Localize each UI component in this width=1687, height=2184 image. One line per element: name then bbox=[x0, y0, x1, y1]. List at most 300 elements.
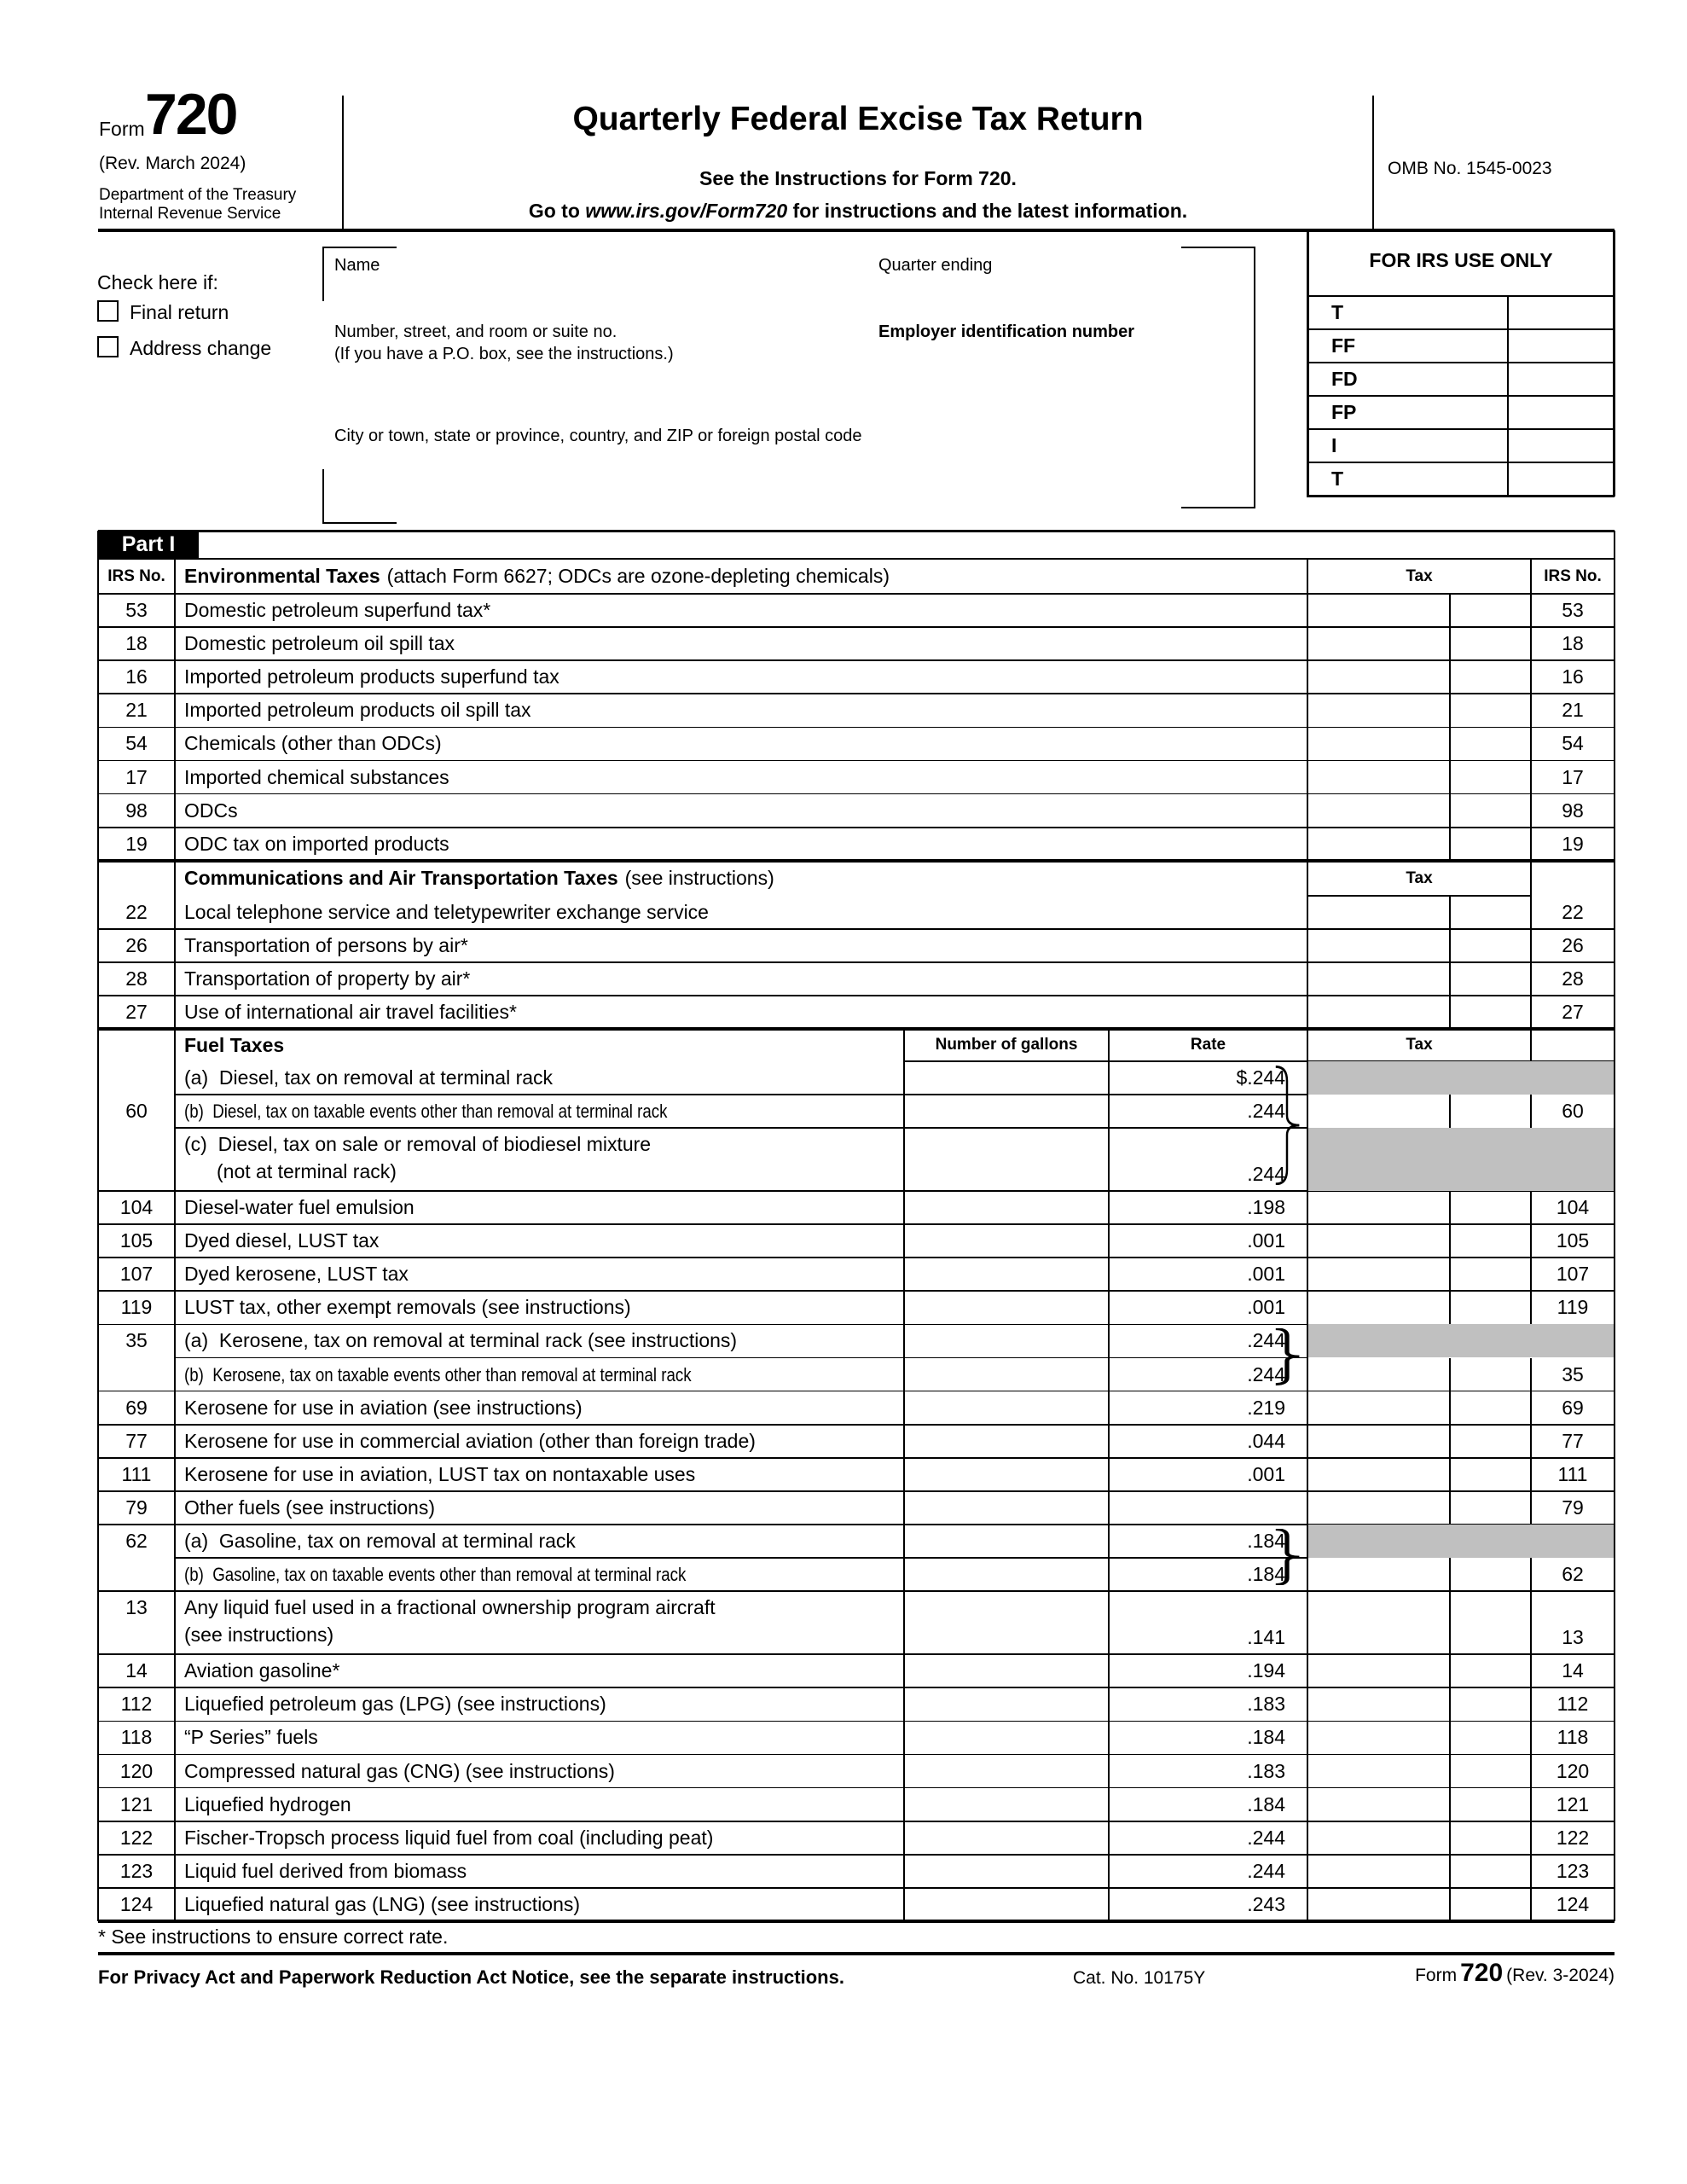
irs-no-right-124: 124 bbox=[1556, 1892, 1590, 1915]
tax-cell-119[interactable] bbox=[1309, 1292, 1529, 1322]
row-desc-60a: (a) Diesel, tax on removal at terminal rack bbox=[184, 1066, 554, 1089]
group-brace-62 bbox=[1272, 1529, 1302, 1589]
irs-no-left-122: 122 bbox=[119, 1826, 154, 1849]
irs-col-divider bbox=[174, 559, 176, 1921]
irs-box-row-value-cell bbox=[1508, 296, 1615, 329]
tax-cents-divider bbox=[1449, 660, 1451, 694]
rate-value-14: .194 bbox=[1247, 1659, 1285, 1682]
irs-no-right-112: 112 bbox=[1557, 1693, 1589, 1716]
tax-cents-divider bbox=[1449, 929, 1451, 962]
tax-cell-18[interactable] bbox=[1309, 629, 1529, 659]
row-desc-118: “P Series” fuels bbox=[184, 1726, 318, 1749]
group-brace-60 bbox=[1272, 1066, 1302, 1189]
tax-cents-divider bbox=[1449, 1755, 1451, 1788]
rate-value-118: .184 bbox=[1247, 1726, 1285, 1749]
quarter-ending-label: Quarter ending bbox=[878, 256, 993, 275]
section-end-rule bbox=[98, 1920, 1615, 1923]
irs-no-right-19: 19 bbox=[1562, 832, 1584, 855]
irs-no-left-19: 19 bbox=[125, 832, 148, 855]
irs-box-column-divider bbox=[1507, 296, 1509, 495]
irs-no-left-111: 111 bbox=[121, 1462, 152, 1485]
shaded-tax-cell-62a bbox=[1307, 1525, 1615, 1558]
tax-cents-divider bbox=[1449, 1687, 1451, 1721]
tax-cell-79[interactable] bbox=[1309, 1493, 1529, 1523]
rate-value-60a: $.244 bbox=[1236, 1066, 1285, 1089]
irs-no-left-119: 119 bbox=[120, 1296, 153, 1319]
section-title-note: (see instructions) bbox=[624, 866, 774, 889]
street-label: Number, street, and room or suite no. bbox=[334, 322, 617, 341]
street-note: (If you have a P.O. box, see the instructions.) bbox=[334, 345, 674, 363]
tax-cell-22[interactable] bbox=[1309, 897, 1529, 927]
comm-tax-header-rule bbox=[1307, 895, 1531, 897]
rate-value-122: .244 bbox=[1247, 1826, 1285, 1849]
irs-box-row-label-t-5: T bbox=[1331, 468, 1344, 490]
row-desc-19: ODC tax on imported products bbox=[184, 832, 449, 855]
omb-number: OMB No. 1545-0023 bbox=[1388, 159, 1552, 178]
irs-no-right-22: 22 bbox=[1562, 900, 1584, 923]
gallons-cell-13[interactable] bbox=[906, 1593, 1107, 1653]
shaded-tax-cell-35a bbox=[1307, 1324, 1615, 1357]
gallons-cell-111[interactable] bbox=[906, 1460, 1107, 1490]
tax-cell-62b[interactable] bbox=[1309, 1560, 1529, 1589]
tax-cents-divider bbox=[1449, 1558, 1451, 1591]
irs-no-right-119: 119 bbox=[1557, 1296, 1589, 1319]
tax-cell-118[interactable] bbox=[1309, 1722, 1529, 1752]
row-desc-122: Fischer-Tropsch process liquid fuel from coal (including peat) bbox=[184, 1826, 714, 1849]
irs-no-left-53: 53 bbox=[125, 599, 148, 621]
tax-cents-divider bbox=[1449, 1654, 1451, 1687]
irs-no-right-121: 121 bbox=[1556, 1792, 1590, 1815]
irs-no-right-120: 120 bbox=[1556, 1759, 1590, 1782]
address-change-label: Address change bbox=[130, 337, 272, 359]
row-desc-123: Liquid fuel derived from biomass bbox=[184, 1859, 467, 1882]
row-desc-16: Imported petroleum products superfund tax bbox=[184, 665, 559, 688]
tax-cell-120[interactable] bbox=[1309, 1757, 1529, 1786]
irs-no-left-62a: 62 bbox=[125, 1530, 148, 1552]
irs-no-right-123: 123 bbox=[1556, 1859, 1590, 1882]
irs-no-right-53: 53 bbox=[1562, 599, 1584, 621]
footer-form-number: 720 bbox=[1460, 1959, 1504, 1987]
quarter-ending-input[interactable] bbox=[878, 276, 1237, 317]
gallons-cell-105[interactable] bbox=[906, 1226, 1107, 1256]
tax-cents-divider bbox=[1449, 627, 1451, 660]
tax-cell-123[interactable] bbox=[1309, 1856, 1529, 1886]
rate-value-107: .001 bbox=[1247, 1263, 1285, 1286]
irs-box-row-label-t-0: T bbox=[1331, 301, 1344, 323]
rate-value-124: .243 bbox=[1247, 1892, 1285, 1915]
rate-value-119: .001 bbox=[1247, 1296, 1285, 1319]
irs-no-right-27: 27 bbox=[1562, 1000, 1584, 1023]
irs-no-right-21: 21 bbox=[1562, 699, 1584, 722]
gallons-cell-77[interactable] bbox=[906, 1426, 1107, 1456]
irs-no-left-112: 112 bbox=[120, 1693, 153, 1716]
rate-value-60b: .244 bbox=[1247, 1099, 1285, 1122]
group-brace-35 bbox=[1272, 1328, 1302, 1389]
row-desc-27: Use of international air travel facilities* bbox=[184, 1000, 517, 1023]
irs-no-right-104: 104 bbox=[1556, 1196, 1590, 1218]
tax-cell-53[interactable] bbox=[1309, 595, 1529, 625]
irs-box-row-label-fp-3: FP bbox=[1331, 401, 1357, 423]
section-title-environmental bbox=[184, 559, 890, 594]
irs-no-left-16: 16 bbox=[125, 665, 148, 688]
gallons-cell-123[interactable] bbox=[906, 1856, 1107, 1886]
row-desc-60c: (c) Diesel, tax on sale or removal of biodiesel mixture bbox=[184, 1133, 652, 1155]
row-desc-121: Liquefied hydrogen bbox=[184, 1792, 351, 1815]
col-header-rate: Rate bbox=[1190, 1035, 1226, 1054]
gallons-col-divider bbox=[903, 1029, 905, 1921]
tax-cents-divider bbox=[1449, 694, 1451, 727]
row-desc-104: Diesel-water fuel emulsion bbox=[184, 1196, 415, 1218]
row-rule bbox=[98, 793, 1615, 795]
irs-no-left-104: 104 bbox=[119, 1196, 154, 1218]
name-input[interactable] bbox=[334, 276, 863, 317]
rate-value-35b: .244 bbox=[1247, 1362, 1285, 1385]
goto-url: www.irs.gov/Form720 bbox=[585, 200, 788, 222]
tax-cents-divider bbox=[1449, 1358, 1451, 1391]
rate-value-62a: .184 bbox=[1247, 1530, 1285, 1552]
section-title-text: Fuel Taxes bbox=[184, 1033, 285, 1056]
table-right-border bbox=[1614, 531, 1616, 1921]
col-header-irs-no-left: IRS No. bbox=[107, 567, 165, 585]
city-input[interactable] bbox=[334, 449, 1238, 508]
irs-no-left-77: 77 bbox=[125, 1429, 148, 1452]
irs-no-right-111: 111 bbox=[1557, 1462, 1588, 1485]
table-left-border bbox=[97, 531, 100, 1921]
rate-value-121: .184 bbox=[1247, 1792, 1285, 1815]
gallons-cell-62a[interactable] bbox=[906, 1526, 1107, 1556]
tax-cell-14[interactable] bbox=[1309, 1656, 1529, 1686]
street-input[interactable] bbox=[334, 367, 863, 418]
row-desc-18: Domestic petroleum oil spill tax bbox=[184, 632, 455, 655]
section-title-note: (attach Form 6627; ODCs are ozone-depleting chemicals) bbox=[386, 565, 890, 587]
tax-cell-124[interactable] bbox=[1309, 1890, 1529, 1920]
gallons-cell-122[interactable] bbox=[906, 1823, 1107, 1853]
gallons-cell-35b[interactable] bbox=[906, 1360, 1107, 1390]
irs-box-row-value-cell bbox=[1508, 396, 1615, 429]
irs-no-left-13: 13 bbox=[125, 1596, 148, 1619]
row-desc-14: Aviation gasoline* bbox=[184, 1659, 340, 1682]
gallons-cell-60c[interactable] bbox=[906, 1130, 1107, 1189]
tax-cents-divider bbox=[1449, 1458, 1451, 1491]
header-tax-right-divider bbox=[1530, 861, 1532, 896]
irs-no-left-98: 98 bbox=[125, 799, 148, 822]
irs-no-right-16: 16 bbox=[1562, 665, 1584, 688]
check-here-label: Check here if: bbox=[97, 271, 218, 293]
rate-value-104: .198 bbox=[1247, 1196, 1285, 1218]
page-subtitle: See the Instructions for Form 720. bbox=[699, 167, 1017, 189]
page-title: Quarterly Federal Excise Tax Return bbox=[572, 101, 1144, 137]
irs-no-right-77: 77 bbox=[1562, 1429, 1584, 1452]
section-title-text: Environmental Taxes bbox=[184, 565, 380, 587]
form-revision: (Rev. March 2024) bbox=[99, 154, 246, 173]
dept-line-2: Internal Revenue Service bbox=[99, 205, 281, 223]
name-label: Name bbox=[334, 256, 380, 275]
irs-no-right-18: 18 bbox=[1562, 632, 1584, 655]
tax-cell-60b[interactable] bbox=[1309, 1096, 1529, 1126]
header-tax-right-divider bbox=[1530, 1029, 1532, 1061]
section-title-communications bbox=[184, 861, 774, 896]
irs-no-left-79: 79 bbox=[125, 1496, 148, 1519]
irs-no-left-21: 21 bbox=[125, 699, 148, 722]
irs-no-right-54: 54 bbox=[1562, 732, 1584, 755]
col-header-tax-fuel: Tax bbox=[1406, 1035, 1433, 1054]
section-title-text: Communications and Air Transportation Taxes bbox=[184, 866, 618, 889]
irs-no-right-107: 107 bbox=[1556, 1263, 1590, 1286]
gallons-cell-107[interactable] bbox=[906, 1259, 1107, 1289]
goto-suffix: for instructions and the latest information. bbox=[787, 200, 1188, 222]
tax-cell-121[interactable] bbox=[1309, 1790, 1529, 1820]
row-desc-77: Kerosene for use in commercial aviation (other than foreign trade) bbox=[184, 1429, 756, 1452]
gallons-cell-124[interactable] bbox=[906, 1890, 1107, 1920]
row-desc-120: Compressed natural gas (CNG) (see instructions) bbox=[184, 1759, 615, 1782]
rate-value-120: .183 bbox=[1247, 1759, 1285, 1782]
irs-no-left-17: 17 bbox=[125, 765, 148, 788]
tax-cents-divider bbox=[1449, 996, 1451, 1029]
tax-cents-divider bbox=[1449, 896, 1451, 929]
row-desc-28: Transportation of property by air* bbox=[184, 967, 471, 990]
tax-cents-divider bbox=[1449, 761, 1451, 794]
tax-cents-divider bbox=[1449, 1425, 1451, 1458]
goto-prefix: Go to bbox=[528, 200, 586, 222]
rate-value-60c: .244 bbox=[1247, 1162, 1285, 1185]
irs-box-row-value-cell bbox=[1508, 363, 1615, 396]
tax-cell-19[interactable] bbox=[1309, 829, 1529, 859]
tax-cell-104[interactable] bbox=[1309, 1193, 1529, 1223]
gallons-cell-120[interactable] bbox=[906, 1757, 1107, 1786]
header-rule bbox=[98, 229, 1615, 232]
irs-no-left-14: 14 bbox=[125, 1659, 148, 1682]
table-top-rule bbox=[98, 530, 1615, 532]
row-desc-60b: (b) Diesel, tax on taxable events other than removal at terminal rack bbox=[184, 1100, 668, 1122]
final-return-label: Final return bbox=[130, 301, 229, 323]
tax-col-divider bbox=[1307, 559, 1308, 1921]
row-desc-62b: (b) Gasoline, tax on taxable events other than removal at terminal rack bbox=[184, 1564, 687, 1586]
tax-cell-122[interactable] bbox=[1309, 1823, 1529, 1853]
part1-tab: Part I bbox=[98, 531, 199, 559]
tax-cell-26[interactable] bbox=[1309, 931, 1529, 961]
tax-cents-divider bbox=[1449, 1888, 1451, 1921]
tax-cents-divider bbox=[1449, 594, 1451, 627]
row-desc-111: Kerosene for use in aviation, LUST tax on nontaxable uses bbox=[184, 1462, 696, 1485]
irs-no-right-79: 79 bbox=[1562, 1496, 1584, 1519]
row-desc-62a: (a) Gasoline, tax on removal at terminal rack bbox=[184, 1530, 576, 1552]
gallons-cell-62b[interactable] bbox=[906, 1560, 1107, 1589]
shaded-tax-cell-60a bbox=[1307, 1061, 1615, 1095]
address-change-checkbox[interactable] bbox=[97, 336, 119, 357]
irs-no-left-26: 26 bbox=[125, 933, 148, 956]
row-desc-98: ODCs bbox=[184, 799, 238, 822]
tax-cents-divider bbox=[1449, 1855, 1451, 1888]
ein-input[interactable] bbox=[878, 345, 1237, 396]
tax-cents-divider bbox=[1449, 727, 1451, 760]
irs-no-right-60b: 60 bbox=[1562, 1099, 1584, 1122]
city-label: City or town, state or province, country, and ZIP or foreign postal code bbox=[334, 427, 862, 445]
tax-cents-divider bbox=[1449, 962, 1451, 996]
gallons-cell-35a[interactable] bbox=[906, 1326, 1107, 1356]
col-header-gallons: Number of gallons bbox=[935, 1035, 1078, 1054]
rate-value-112: .183 bbox=[1247, 1693, 1285, 1716]
irs-no-left-118: 118 bbox=[120, 1726, 153, 1749]
irs-no-right-13: 13 bbox=[1562, 1626, 1584, 1649]
irs-no-left-60b: 60 bbox=[125, 1099, 148, 1122]
col-header-tax-communications: Tax bbox=[1406, 868, 1433, 887]
row-desc-112: Liquefied petroleum gas (LPG) (see instructions) bbox=[184, 1693, 606, 1716]
row-desc-107: Dyed kerosene, LUST tax bbox=[184, 1263, 409, 1286]
row-desc-17: Imported chemical substances bbox=[184, 765, 449, 788]
row-desc2-60c: (not at terminal rack) bbox=[217, 1160, 397, 1182]
tax-cents-divider bbox=[1449, 1391, 1451, 1425]
row-desc-35b: (b) Kerosene, tax on taxable events other than removal at terminal rack bbox=[184, 1363, 692, 1385]
rate-value-62b: .184 bbox=[1247, 1563, 1285, 1586]
rate-value-35a: .244 bbox=[1247, 1329, 1285, 1352]
tax-cents-divider bbox=[1449, 1258, 1451, 1291]
row-desc-21: Imported petroleum products oil spill tax bbox=[184, 699, 531, 722]
irs-no-right-98: 98 bbox=[1562, 799, 1584, 822]
tax-cents-divider bbox=[1449, 1721, 1451, 1754]
row-desc-35a: (a) Kerosene, tax on removal at terminal rack (see instructions) bbox=[184, 1329, 738, 1352]
row-desc-79: Other fuels (see instructions) bbox=[184, 1496, 436, 1519]
row-desc-22: Local telephone service and teletypewriter exchange service bbox=[184, 900, 709, 923]
privacy-notice: For Privacy Act and Paperwork Reduction Act Notice, see the separate instructions. bbox=[98, 1966, 844, 1988]
irs-no-left-121: 121 bbox=[119, 1792, 154, 1815]
rate-value-105: .001 bbox=[1247, 1229, 1285, 1252]
irs-box-row-value-cell bbox=[1508, 329, 1615, 363]
tax-cell-111[interactable] bbox=[1309, 1460, 1529, 1490]
tax-cell-27[interactable] bbox=[1309, 997, 1529, 1027]
rate-value-69: .219 bbox=[1247, 1396, 1285, 1419]
footer-form-id bbox=[1415, 1959, 1615, 1988]
irs-no-left-105: 105 bbox=[119, 1229, 154, 1252]
col-header-irs-no-right: IRS No. bbox=[1544, 567, 1602, 585]
row-desc-54: Chemicals (other than ODCs) bbox=[184, 732, 442, 755]
goto-line bbox=[343, 200, 1373, 223]
rate-value-77: .044 bbox=[1247, 1429, 1285, 1452]
footnote-rule bbox=[98, 1952, 1615, 1955]
final-return-checkbox[interactable] bbox=[97, 300, 119, 322]
dept-line-1: Department of the Treasury bbox=[99, 186, 297, 204]
row-desc-13: Any liquid fuel used in a fractional ownership program aircraft bbox=[184, 1596, 716, 1619]
irs-no-right-26: 26 bbox=[1562, 933, 1584, 956]
irs-box-row-label-ff-1: FF bbox=[1331, 334, 1356, 357]
row-desc2-13: (see instructions) bbox=[184, 1623, 334, 1647]
tax-cell-105[interactable] bbox=[1309, 1226, 1529, 1256]
tax-cell-35b[interactable] bbox=[1309, 1360, 1529, 1390]
irs-no-right-28: 28 bbox=[1562, 967, 1584, 990]
rate-col-divider bbox=[1108, 1029, 1110, 1921]
gallons-cell-121[interactable] bbox=[906, 1790, 1107, 1820]
tax-cents-divider bbox=[1449, 1788, 1451, 1821]
irs-no-left-120: 120 bbox=[119, 1759, 154, 1782]
row-desc-105: Dyed diesel, LUST tax bbox=[184, 1229, 380, 1252]
irs-no-right-69: 69 bbox=[1562, 1396, 1584, 1419]
irs-no-left-107: 107 bbox=[119, 1263, 154, 1286]
tax-cell-16[interactable] bbox=[1309, 662, 1529, 692]
irs-no-right-118: 118 bbox=[1557, 1726, 1589, 1749]
gallons-cell-14[interactable] bbox=[906, 1656, 1107, 1686]
irs-no-left-54: 54 bbox=[125, 732, 148, 755]
form-word: Form bbox=[99, 118, 145, 140]
irs-no-left-69: 69 bbox=[125, 1396, 148, 1419]
tax-cell-17[interactable] bbox=[1309, 763, 1529, 793]
row-desc-53: Domestic petroleum superfund tax* bbox=[184, 599, 491, 621]
row-desc-119: LUST tax, other exempt removals (see instructions) bbox=[184, 1296, 631, 1319]
tax-cents-divider bbox=[1449, 828, 1451, 861]
footnote: * See instructions to ensure correct rate. bbox=[98, 1926, 449, 1948]
gallons-cell-69[interactable] bbox=[906, 1393, 1107, 1423]
gallons-cell-79[interactable] bbox=[906, 1493, 1107, 1523]
tax-cell-21[interactable] bbox=[1309, 695, 1529, 725]
tax-cents-divider bbox=[1449, 1821, 1451, 1855]
tax-cell-28[interactable] bbox=[1309, 964, 1529, 994]
tax-cents-divider bbox=[1449, 1491, 1451, 1525]
irs-no-right-105: 105 bbox=[1556, 1229, 1590, 1252]
irs-no-left-27: 27 bbox=[125, 1000, 148, 1023]
gallons-cell-60b[interactable] bbox=[906, 1096, 1107, 1126]
irs-no-left-124: 124 bbox=[119, 1892, 154, 1915]
rate-value-123: .244 bbox=[1247, 1859, 1285, 1882]
gallons-cell-112[interactable] bbox=[906, 1689, 1107, 1719]
tax-cell-112[interactable] bbox=[1309, 1689, 1529, 1719]
header-tax-right-divider bbox=[1530, 559, 1532, 594]
tax-cents-divider bbox=[1449, 1291, 1451, 1324]
shaded-tax-cell-60c bbox=[1307, 1128, 1615, 1191]
gallons-cell-118[interactable] bbox=[906, 1722, 1107, 1752]
form-number: 720 bbox=[145, 82, 237, 147]
ein-label: Employer identification number bbox=[878, 322, 1135, 341]
irs-no-right-122: 122 bbox=[1556, 1826, 1590, 1849]
col-header-tax-environmental: Tax bbox=[1406, 567, 1433, 585]
irs-box-row-label-fd-2: FD bbox=[1331, 368, 1358, 390]
irs-box-row-value-cell bbox=[1508, 462, 1615, 496]
row-desc-69: Kerosene for use in aviation (see instructions) bbox=[184, 1396, 583, 1419]
tax-cents-divider bbox=[1449, 1095, 1451, 1128]
tax-cell-69[interactable] bbox=[1309, 1393, 1529, 1423]
tax-cents-divider bbox=[1449, 1224, 1451, 1258]
footer-form-word: Form bbox=[1415, 1966, 1458, 1985]
tax-cell-77[interactable] bbox=[1309, 1426, 1529, 1456]
tax-cell-98[interactable] bbox=[1309, 796, 1529, 826]
tax-cell-13[interactable] bbox=[1309, 1593, 1529, 1653]
tax-cents-divider bbox=[1449, 794, 1451, 828]
footer-form-rev: (Rev. 3-2024) bbox=[1506, 1966, 1615, 1985]
gallons-cell-60a[interactable] bbox=[906, 1063, 1107, 1093]
irs-no-right-35b: 35 bbox=[1562, 1362, 1584, 1385]
irs-no-left-35a: 35 bbox=[125, 1329, 148, 1352]
tax-cell-107[interactable] bbox=[1309, 1259, 1529, 1289]
row-desc-26: Transportation of persons by air* bbox=[184, 933, 468, 956]
irs-no-left-22: 22 bbox=[125, 900, 148, 923]
row-rule bbox=[98, 1721, 1615, 1722]
rate-value-13: .141 bbox=[1247, 1626, 1285, 1649]
irs-no-left-123: 123 bbox=[119, 1859, 154, 1882]
irs-no-right-17: 17 bbox=[1562, 765, 1584, 788]
irs-use-only-title: FOR IRS USE ONLY bbox=[1369, 249, 1553, 271]
row-desc-124: Liquefied natural gas (LNG) (see instructions) bbox=[184, 1892, 581, 1915]
tax-cents-divider bbox=[1449, 1591, 1451, 1654]
gallons-cell-104[interactable] bbox=[906, 1193, 1107, 1223]
tax-cell-54[interactable] bbox=[1309, 729, 1529, 758]
gallons-cell-119[interactable] bbox=[906, 1292, 1107, 1322]
irs-no-right-14: 14 bbox=[1562, 1659, 1584, 1682]
irs-no-left-28: 28 bbox=[125, 967, 148, 990]
irs-box-row-label-i-4: I bbox=[1331, 434, 1337, 456]
rate-value-111: .001 bbox=[1247, 1462, 1285, 1485]
irs-box-row-value-cell bbox=[1508, 429, 1615, 462]
catalog-number: Cat. No. 10175Y bbox=[1073, 1968, 1206, 1988]
tax-cents-divider bbox=[1449, 1191, 1451, 1224]
section-title-fuel bbox=[184, 1029, 284, 1061]
irs-no-right-62b: 62 bbox=[1562, 1563, 1584, 1586]
